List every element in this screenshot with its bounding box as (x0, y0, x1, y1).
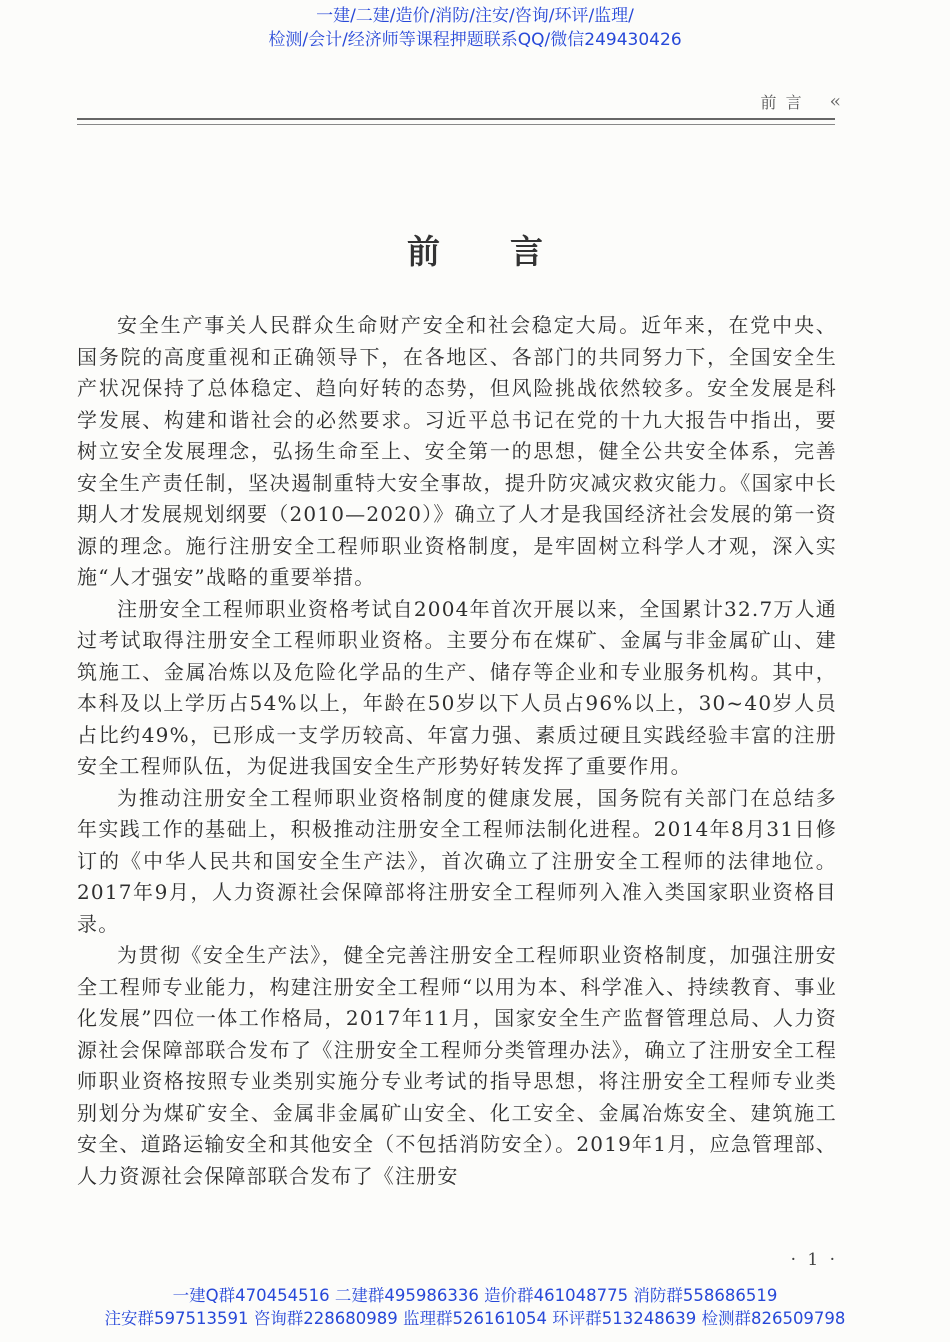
page-number: · 1 · (790, 1250, 838, 1270)
bottom-contact-banner (0, 1284, 950, 1330)
bottom-contact-line-2: 注安群597513591 咨询群228680989 监理群526161054 环评群513248639 检测群826509798 (104, 1309, 846, 1328)
paragraph: 为推动注册安全工程师职业资格制度的健康发展，国务院有关部门在总结多年实践工作的基础上，积极推动注册安全工程师法制化进程。2014年8月31日修订的《中华人民共和国安全生产法》，首次确立了注册安全工程师的法律地位。2017年9月，人力资源社会保障部将注册安全工程师列入准入类国家职业资格目录。 (77, 785, 837, 936)
header-rule-thick (77, 118, 835, 120)
running-header (761, 90, 839, 113)
top-contact-line-2: 检测/会计/经济师等课程押题联系QQ/微信249430426 (268, 30, 682, 50)
page-title: 前言 (407, 232, 613, 271)
running-header-title: 前 言 (760, 93, 804, 112)
paragraph: 为贯彻《安全生产法》，健全完善注册安全工程师职业资格制度，加强注册安全工程师专业能力，构建注册安全工程师“以用为本、科学准入、持续教育、事业化发展”四位一体工作格局，2017年11月，国家安全生产监督管理总局、人力资源社会保障部联合发布了《注册安全工程师分类管理办法》，确立了注册安全工程师职业资格按照专业类别实施分专业考试的指导思想，将注册安全工程师专业类别划分为煤矿安全、金属非金属矿山安全、化工安全、金属冶炼安全、建筑施工安全、道路运输安全和其他安全（不包括消防安全）。2019年1月，应急管理部、人力资源社会保障部联合发布了《注册安 (77, 943, 837, 1188)
bottom-contact-line-1: 一建Q群470454516 二建群495986336 造价群461048775 消防群558686519 (172, 1286, 778, 1305)
paragraph: 注册安全工程师职业资格考试自2004年首次开展以来，全国累计32.7万人通过考试取得注册安全工程师职业资格。主要分布在煤矿、金属与非金属矿山、建筑施工、金属冶炼以及危险化学品的生产、储存等企业和专业服务机构。其中，本科及以上学历占54%以上，年龄在50岁以下人员占96%以上，30~40岁人员占比约49%，已形成一支学历较高、年富力强、素质过硬且实践经验丰富的注册安全工程师队伍，为促进我国安全生产形势好转发挥了重要作用。 (77, 596, 837, 778)
document-body (77, 310, 837, 1192)
top-contact-banner (0, 4, 950, 52)
header-rule-thin (77, 124, 835, 125)
top-contact-line-1: 一建/二建/造价/消防/注安/咨询/环评/监理/ (316, 6, 634, 26)
chevron-left-icon: ‹‹ (829, 91, 838, 112)
paragraph: 安全生产事关人民群众生命财产安全和社会稳定大局。近年来，在党中央、国务院的高度重视和正确领导下，在各地区、各部门的共同努力下，全国安全生产状况保持了总体稳定、趋向好转的态势，但风险挑战依然较多。安全发展是科学发展、构建和谐社会的必然要求。习近平总书记在党的十九大报告中指出，要树立安全发展理念，弘扬生命至上、安全第一的思想，健全公共安全体系，完善安全生产责任制，坚决遏制重特大安全事故，提升防灾减灾救灾能力。《国家中长期人才发展规划纲要（2010—2020）》确立了人才是我国经济社会发展的第一资源的理念。施行注册安全工程师职业资格制度，是牢固树立科学人才观，深入实施“人才强安”战略的重要举措。 (77, 313, 837, 589)
